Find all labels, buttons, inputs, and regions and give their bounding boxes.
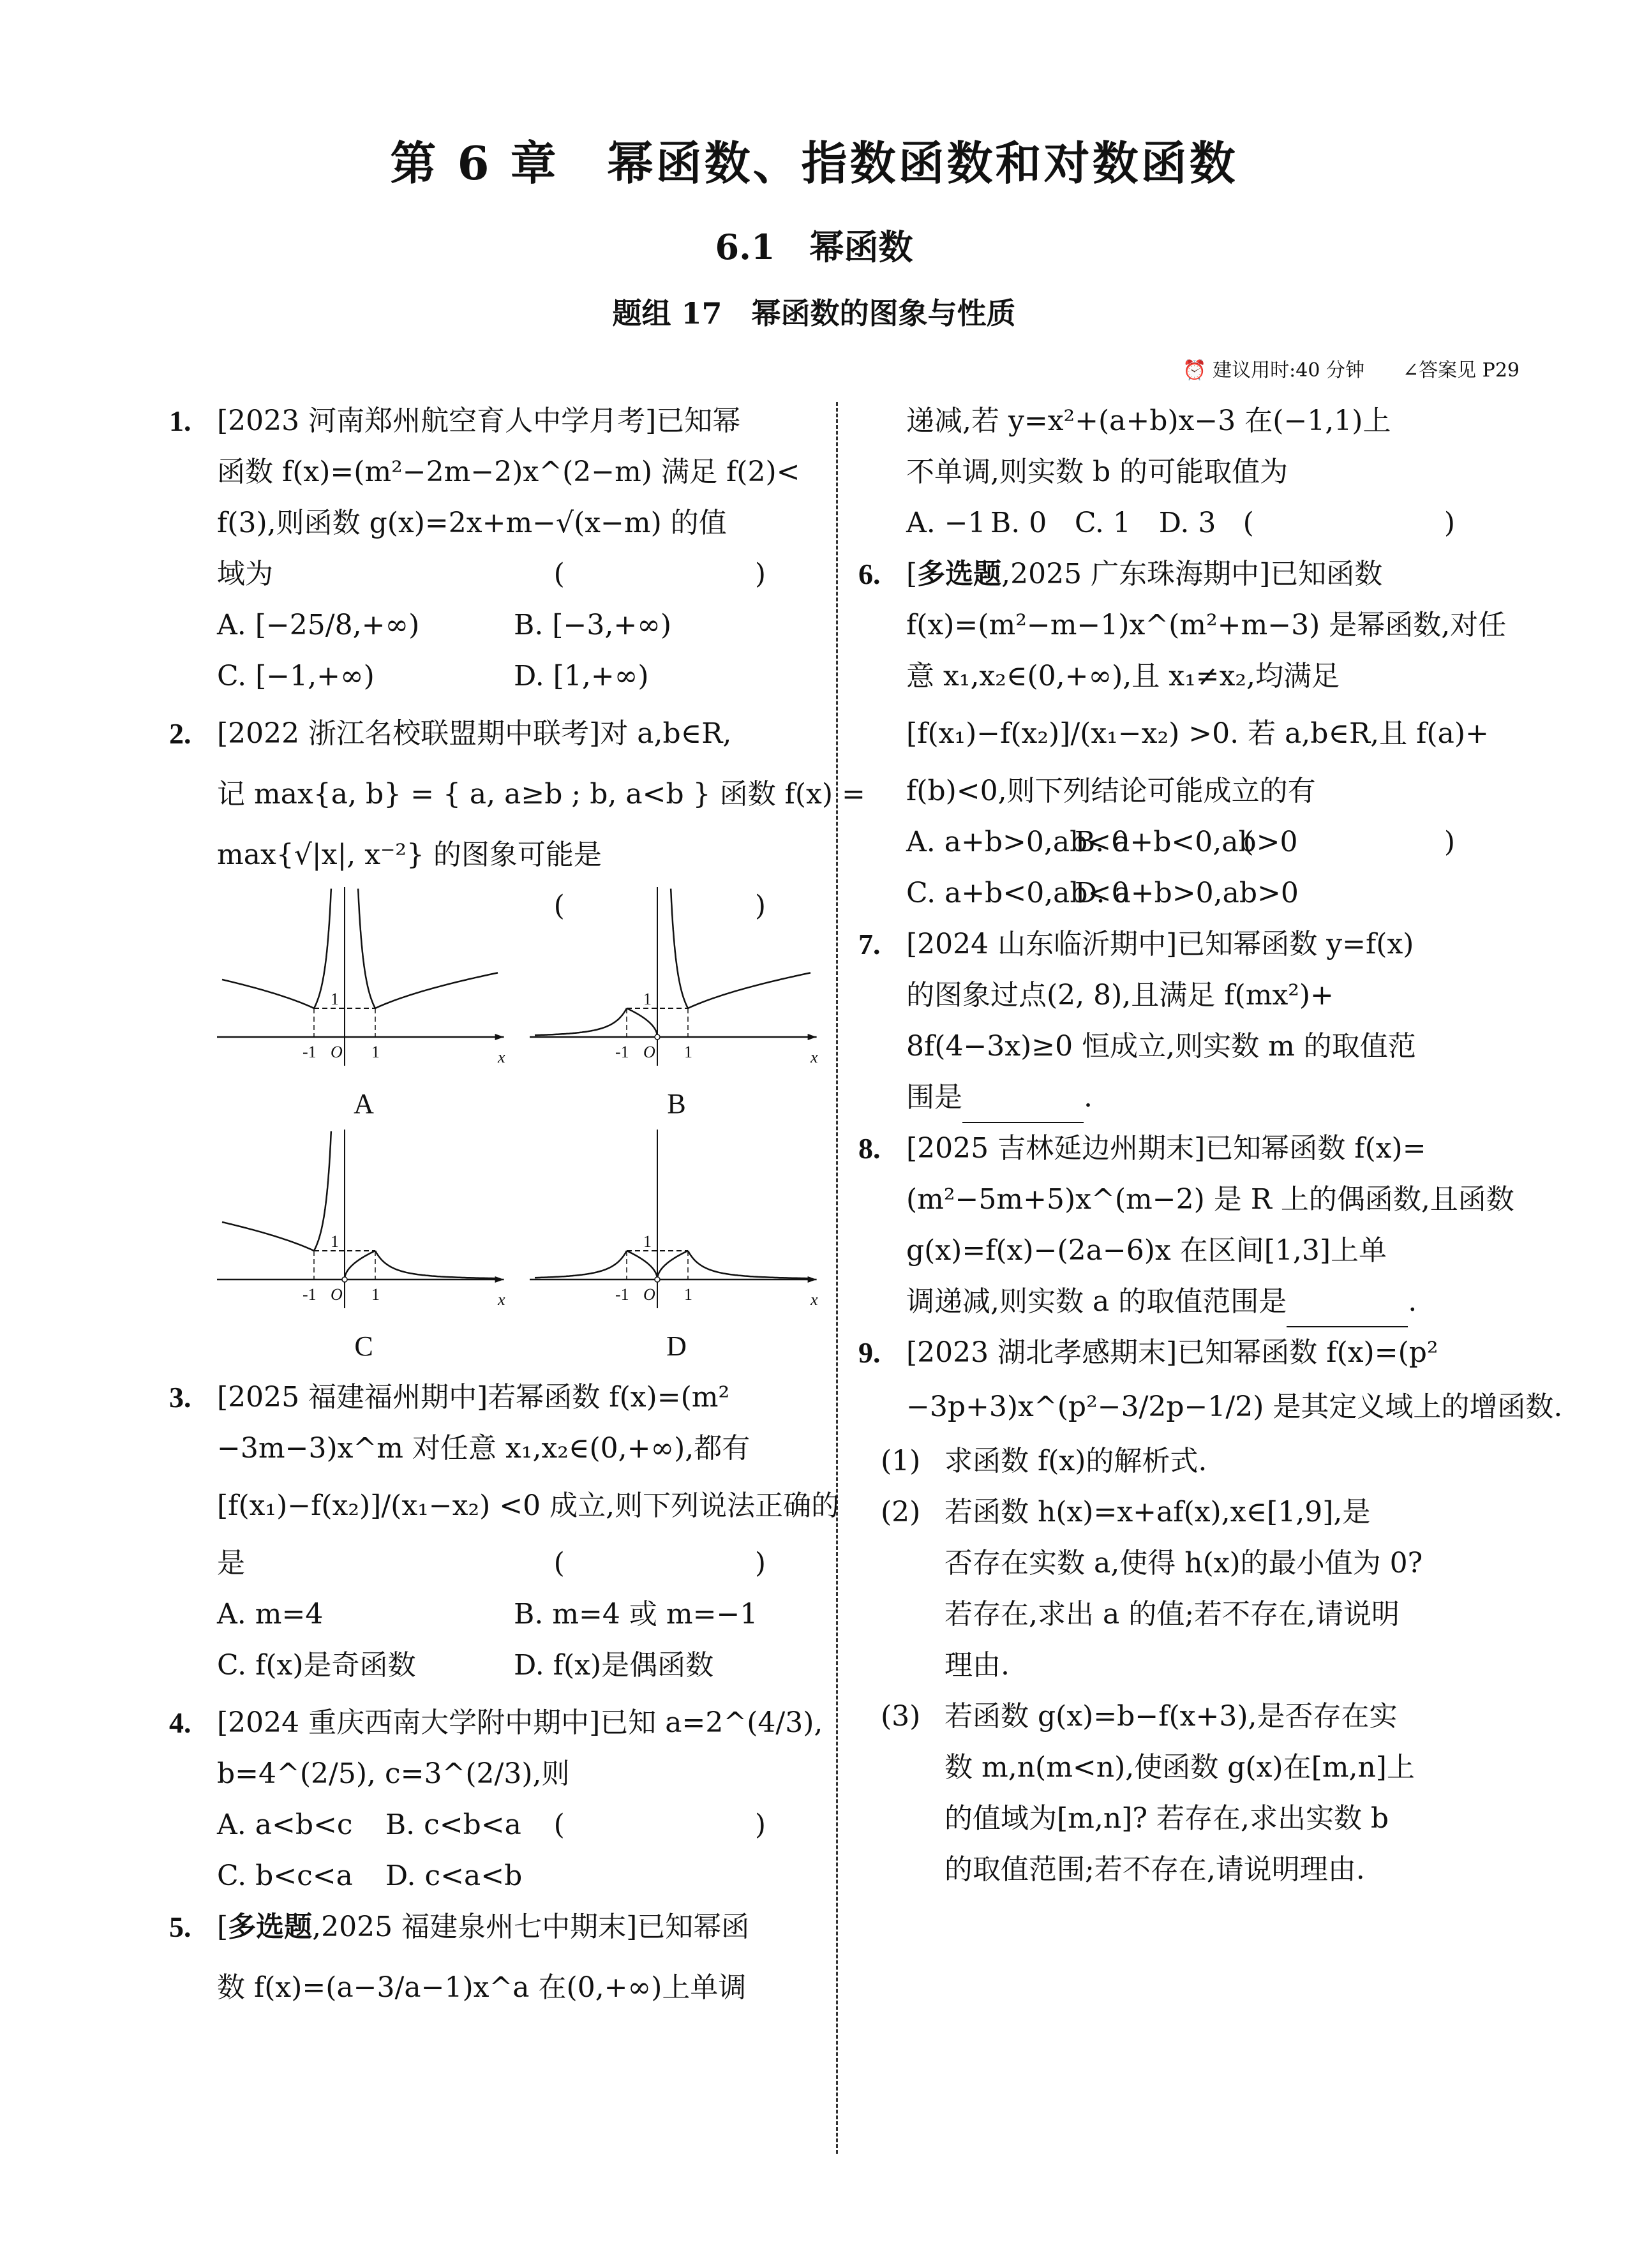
question-number: 6. bbox=[858, 558, 881, 590]
question-line: 调递减,则实数 a 的取值范围是 . bbox=[906, 1276, 1500, 1327]
question-line bbox=[217, 1697, 823, 1749]
question-source: [2024 重庆西南大学附中期中] bbox=[217, 1706, 601, 1739]
sub-question-line: 若函数 h(x)=x+af(x),x∈[1,9],是 bbox=[945, 1496, 1371, 1528]
question-number: 1. bbox=[169, 405, 191, 437]
sub-question-line: 的值域为[m,n]? 若存在,求出实数 b bbox=[945, 1802, 1389, 1835]
question-8 bbox=[858, 1123, 1514, 1327]
answer-blank[interactable] bbox=[1287, 1294, 1408, 1327]
option-b[interactable]: B. 0 bbox=[990, 507, 1047, 539]
question-text: 已知幂函数 f(x)=(p² bbox=[1177, 1336, 1438, 1369]
question-line: −3m−3)x^m 对任意 x₁,x₂∈(0,+∞),都有 bbox=[217, 1432, 751, 1465]
x-axis-label: x bbox=[810, 1048, 818, 1066]
question-text: 已知幂 bbox=[656, 405, 741, 437]
function-curve bbox=[657, 1251, 688, 1279]
left-column bbox=[169, 396, 865, 2023]
tick-label-y1: 1 bbox=[643, 1232, 652, 1251]
question-4 bbox=[169, 1697, 823, 1902]
section-title: 6.1 幂函数 bbox=[715, 227, 913, 267]
option-d[interactable]: D. c<a<b bbox=[385, 1860, 523, 1892]
question-source: [2022 浙江名校联盟期中联考] bbox=[217, 717, 601, 750]
question-line: [多选题,2025 福建泉州七中期末]已知幂函 bbox=[217, 1911, 750, 1943]
question-text: 调递减,则实数 a 的取值范围是 bbox=[906, 1285, 1287, 1318]
graph-b[interactable] bbox=[530, 887, 823, 1123]
suggested-time-text: 建议用时:40 分钟 bbox=[1213, 359, 1364, 382]
question-number: 8. bbox=[858, 1132, 881, 1165]
sub-question-2 bbox=[881, 1487, 1500, 1691]
question-line: 意 x₁,x₂∈(0,+∞),且 x₁≠x₂,均满足 bbox=[906, 660, 1340, 692]
question-line bbox=[217, 1538, 810, 1589]
question-text: max{√|x|, x⁻²} 的图象可能是 bbox=[217, 839, 602, 871]
question-number: 9. bbox=[858, 1336, 881, 1369]
option-b[interactable]: B. a+b<0,ab>0 bbox=[1074, 826, 1298, 858]
tick-label-neg1: -1 bbox=[302, 1043, 317, 1061]
sub-question-line: 理由. bbox=[945, 1649, 1010, 1682]
question-source: [2024 山东临沂期中] bbox=[906, 928, 1177, 960]
question-number: 3. bbox=[169, 1381, 191, 1414]
question-number: 4. bbox=[169, 1706, 191, 1739]
open-point-origin bbox=[342, 1277, 347, 1282]
question-line: 递减,若 y=x²+(a+b)x−3 在(−1,1)上 bbox=[906, 405, 1391, 437]
x-axis-label: x bbox=[810, 1290, 818, 1309]
x-axis-arrow-icon bbox=[495, 1276, 504, 1283]
function-curve bbox=[222, 1222, 314, 1251]
question-line: [f(x₁)−f(x₂)]/(x₁−x₂) <0 成立,则下列说法正确的 bbox=[217, 1489, 840, 1522]
origin-label: O bbox=[643, 1043, 655, 1061]
column-divider bbox=[836, 402, 838, 2154]
question-text: 若幂函数 f(x)=(m² bbox=[488, 1381, 730, 1414]
tick-label-y1: 1 bbox=[331, 1232, 339, 1251]
origin-label: O bbox=[331, 1285, 343, 1304]
question-line: 函数 f(x)=(m²−2m−2)x^(2−m) 满足 f(2)< bbox=[217, 456, 800, 488]
option-c[interactable]: C. a+b<0,ab<0 bbox=[906, 877, 1130, 909]
question-line: 8f(4−3x)≥0 恒成立,则实数 m 的取值范 bbox=[906, 1030, 1416, 1063]
tick-label-neg1: -1 bbox=[302, 1285, 317, 1304]
answer-bracket[interactable]: ( ) bbox=[553, 890, 810, 922]
answer-bracket[interactable]: ( ) bbox=[553, 1809, 810, 1841]
graph-label: B bbox=[667, 1088, 686, 1119]
right-column bbox=[858, 396, 1563, 1895]
question-1 bbox=[169, 396, 810, 702]
tick-label-y1: 1 bbox=[331, 990, 339, 1008]
question-line bbox=[906, 1123, 1500, 1174]
function-curve bbox=[375, 973, 498, 1008]
option-b[interactable]: B. m=4 或 m=−1 bbox=[514, 1598, 758, 1630]
question-line: g(x)=f(x)−(2a−6)x 在区间[1,3]上单 bbox=[906, 1234, 1387, 1267]
function-curve bbox=[314, 889, 331, 1008]
option-a[interactable]: A. a<b<c bbox=[217, 1809, 353, 1841]
option-c[interactable]: C. f(x)是奇函数 bbox=[217, 1649, 416, 1682]
option-b[interactable]: B. [−3,+∞) bbox=[514, 609, 672, 641]
origin-label: O bbox=[331, 1043, 343, 1061]
question-5-continued bbox=[858, 396, 1500, 549]
function-curve bbox=[314, 1131, 331, 1251]
question-line bbox=[217, 830, 810, 922]
question-text: 已知 a=2^(4/3), bbox=[600, 1706, 823, 1739]
option-d[interactable]: D. a+b>0,ab>0 bbox=[1074, 877, 1299, 909]
x-axis-label: x bbox=[498, 1048, 505, 1066]
alarm-clock-icon: ⏰ bbox=[1183, 359, 1207, 382]
question-3 bbox=[169, 1372, 840, 1691]
graph-label: C bbox=[354, 1331, 373, 1362]
graph-c-plot bbox=[217, 1130, 511, 1327]
sub-question-line: 求函数 f(x)的解析式. bbox=[945, 1445, 1207, 1477]
answer-bracket[interactable]: ( ) bbox=[1243, 826, 1500, 858]
function-curve bbox=[671, 889, 688, 1008]
option-a[interactable]: A. a+b>0,ab<0 bbox=[906, 826, 1130, 858]
question-text: 域为 bbox=[217, 558, 273, 590]
option-c[interactable]: C. b<c<a bbox=[217, 1860, 353, 1892]
question-text: 已知幂函 bbox=[637, 1911, 750, 1943]
origin-label: O bbox=[643, 1285, 655, 1304]
open-point-origin bbox=[655, 1034, 660, 1040]
graph-c[interactable] bbox=[217, 1130, 511, 1366]
option-c[interactable]: C. [−1,+∞) bbox=[217, 660, 375, 692]
option-a[interactable]: A. [−25/8,+∞) bbox=[217, 609, 420, 641]
graph-a[interactable] bbox=[217, 887, 511, 1123]
question-line: (m²−5m+5)x^(m−2) 是 R 上的偶函数,且函数 bbox=[906, 1183, 1514, 1216]
tick-label-neg1: -1 bbox=[615, 1285, 629, 1304]
question-line bbox=[217, 549, 810, 600]
options bbox=[217, 600, 810, 702]
function-curve bbox=[627, 1008, 657, 1037]
question-2 bbox=[169, 708, 865, 1366]
function-curve bbox=[688, 1251, 810, 1278]
option-b[interactable]: B. c<b<a bbox=[385, 1809, 521, 1841]
open-point-origin bbox=[655, 1277, 660, 1282]
chapter-title: 第 6 章 幂函数、指数函数和对数函数 bbox=[390, 136, 1238, 190]
check-mark-icon: ∠ bbox=[1402, 359, 1419, 382]
tick-label-1: 1 bbox=[684, 1285, 692, 1304]
x-axis-arrow-icon bbox=[808, 1276, 817, 1283]
answer-bracket[interactable]: ( ) bbox=[553, 1547, 810, 1579]
options bbox=[217, 1589, 810, 1691]
function-curve bbox=[222, 980, 314, 1008]
question-source: [2025 吉林延边州期末] bbox=[906, 1132, 1206, 1165]
question-line: 的图象过点(2, 8),且满足 f(mx²)+ bbox=[906, 979, 1334, 1011]
answer-reference bbox=[1403, 354, 1520, 382]
option-d[interactable]: D. 3 bbox=[1158, 507, 1216, 539]
options bbox=[906, 498, 1243, 549]
graph-d-plot bbox=[530, 1130, 823, 1327]
options bbox=[217, 1800, 554, 1902]
option-c[interactable]: C. 1 bbox=[1074, 507, 1131, 539]
graph-a-plot bbox=[217, 887, 511, 1085]
function-curve bbox=[358, 889, 375, 1008]
answer-reference-text: 答案见 P29 bbox=[1419, 359, 1520, 382]
graph-b-plot bbox=[530, 887, 823, 1085]
question-source: [2023 湖北孝感期末] bbox=[906, 1336, 1177, 1369]
function-curve bbox=[535, 1251, 627, 1278]
question-text: 已知函数 bbox=[1270, 558, 1383, 590]
question-text: 对 a,b∈R, bbox=[600, 717, 732, 750]
sub-question-label: (2) bbox=[881, 1496, 921, 1528]
question-line: 围是 . bbox=[906, 1072, 1500, 1123]
x-axis-arrow-icon bbox=[808, 1034, 817, 1040]
options bbox=[906, 817, 1299, 919]
question-text: 不单调,则实数 b 的可能取值为 bbox=[906, 456, 1288, 488]
multi-select-tag: 多选题 bbox=[917, 558, 1002, 590]
question-9 bbox=[858, 1327, 1563, 1895]
option-d[interactable]: D. f(x)是偶函数 bbox=[514, 1649, 714, 1682]
question-text: 已知幂函数 f(x)= bbox=[1205, 1132, 1426, 1165]
sub-question-3 bbox=[881, 1691, 1500, 1895]
question-line bbox=[906, 919, 1500, 970]
sub-question-1 bbox=[881, 1436, 1500, 1487]
question-text: 围是 bbox=[906, 1081, 962, 1114]
question-text: b=4^(2/5), c=3^(2/3),则 bbox=[217, 1757, 570, 1790]
question-text: 是 bbox=[217, 1547, 245, 1579]
question-line bbox=[217, 396, 810, 447]
option-a[interactable]: A. m=4 bbox=[217, 1598, 324, 1630]
option-a[interactable]: A. −1 bbox=[906, 507, 986, 539]
sub-question-label: (3) bbox=[881, 1700, 921, 1733]
question-source: [2025 福建福州期中] bbox=[217, 1381, 488, 1414]
answer-bracket[interactable]: ( ) bbox=[553, 558, 810, 590]
suggested-time bbox=[1183, 354, 1364, 382]
sub-question-line: 若存在,求出 a 的值;若不存在,请说明 bbox=[945, 1598, 1400, 1630]
meta-line bbox=[1183, 354, 1520, 382]
tick-label-1: 1 bbox=[371, 1285, 380, 1304]
tick-label-y1: 1 bbox=[643, 990, 652, 1008]
question-5 bbox=[169, 1902, 810, 2023]
function-curve bbox=[375, 1251, 498, 1278]
sub-question-line: 否存在实数 a,使得 h(x)的最小值为 0? bbox=[945, 1547, 1423, 1579]
question-number: 2. bbox=[169, 717, 191, 750]
question-6 bbox=[858, 549, 1507, 919]
question-line: f(x)=(m²−m−1)x^(m²+m−3) 是幂函数,对任 bbox=[906, 609, 1507, 641]
question-line: [多选题,2025 广东珠海期中]已知函数 bbox=[906, 558, 1383, 590]
question-line: [f(x₁)−f(x₂)]/(x₁−x₂) >0. 若 a,b∈R,且 f(a)+ bbox=[906, 717, 1489, 750]
sub-question-label: (1) bbox=[881, 1445, 921, 1477]
answer-bracket[interactable]: ( ) bbox=[1243, 507, 1500, 539]
group-title: 题组 17 幂函数的图象与性质 bbox=[612, 296, 1016, 331]
question-number: 5. bbox=[169, 1911, 191, 1943]
question-text: f(b)<0,则下列结论可能成立的有 bbox=[906, 775, 1316, 807]
question-line bbox=[217, 708, 810, 759]
x-axis-arrow-icon bbox=[495, 1034, 504, 1040]
question-number: 7. bbox=[858, 928, 881, 960]
graph-options bbox=[217, 887, 818, 1366]
tick-label-1: 1 bbox=[371, 1043, 380, 1061]
graph-d[interactable] bbox=[530, 1130, 823, 1366]
x-axis-label: x bbox=[498, 1290, 505, 1309]
question-text: 已知幂函数 y=f(x) bbox=[1177, 928, 1414, 960]
question-line: −3p+3)x^(p²−3/2p−1/2) 是其定义域上的增函数. bbox=[906, 1391, 1563, 1423]
question-source: [2023 河南郑州航空育人中学月考] bbox=[217, 405, 657, 437]
function-curve bbox=[688, 973, 810, 1008]
question-line: 数 f(x)=(a−3/a−1)x^a 在(0,+∞)上单调 bbox=[217, 1971, 747, 2004]
multi-select-tag: 多选题 bbox=[228, 1911, 313, 1943]
question-line: 记 max{a, b} = { a, a≥b ; b, a<b } 函数 f(x) = bbox=[217, 778, 865, 810]
sub-question-line: 若函数 g(x)=b−f(x+3),是否存在实 bbox=[945, 1700, 1398, 1733]
function-curve bbox=[535, 1008, 627, 1035]
tick-label-neg1: -1 bbox=[615, 1043, 629, 1061]
graph-label: D bbox=[666, 1331, 687, 1362]
question-line bbox=[906, 1327, 1500, 1378]
question-source: ,2025 福建泉州七中期末] bbox=[312, 1911, 638, 1943]
answer-blank[interactable] bbox=[962, 1090, 1084, 1123]
question-source: ,2025 广东珠海期中] bbox=[1001, 558, 1271, 590]
sub-question-line: 数 m,n(m<n),使函数 g(x)在[m,n]上 bbox=[945, 1751, 1415, 1784]
function-curve bbox=[627, 1251, 657, 1279]
question-7 bbox=[858, 919, 1500, 1123]
graph-label: A bbox=[354, 1088, 374, 1119]
question-line bbox=[217, 1372, 810, 1423]
function-curve bbox=[345, 1251, 375, 1279]
sub-question-line: 的取值范围;若不存在,请说明理由. bbox=[945, 1853, 1365, 1886]
tick-label-1: 1 bbox=[684, 1043, 692, 1061]
question-line: f(3),则函数 g(x)=2x+m−√(x−m) 的值 bbox=[217, 507, 727, 539]
option-d[interactable]: D. [1,+∞) bbox=[514, 660, 649, 692]
